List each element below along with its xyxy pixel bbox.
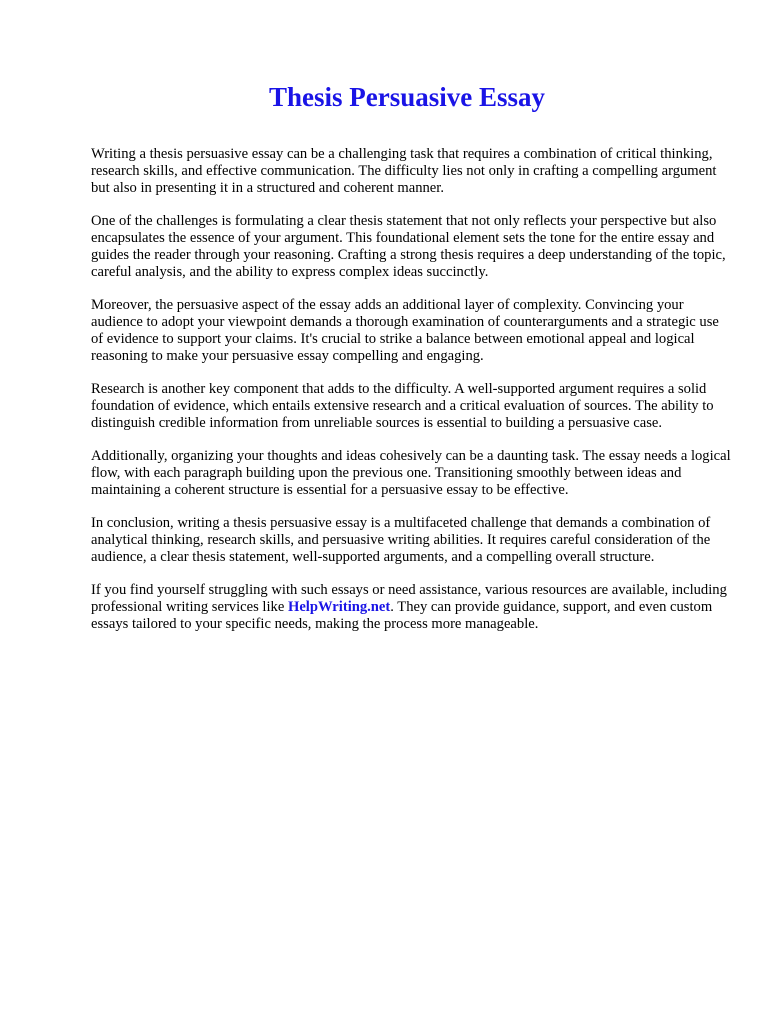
paragraph-3: Moreover, the persuasive aspect of the essay adds an additional layer of complexity. Convincing your audience to adopt your viewpoint demands a thorough examination of counterarguments and a strategic use of evidence to support your claims. It's crucial to strike a balance between emotional appeal and logical reasoning to make your persuasive essay compelling and engaging.	[91, 297, 719, 364]
paragraph-6: In conclusion, writing a thesis persuasive essay is a multifaceted challenge that demands a combination of analytical thinking, research skills, and persuasive writing abilities. It requires careful consideration of the audience, a clear thesis statement, well-supported arguments, and a compelling overall structure.	[91, 515, 711, 565]
paragraph-4: Research is another key component that adds to the difficulty. A well-supported argument requires a solid foundation of evidence, which entails extensive research and a critical evaluation of sources. The ability to distinguish credible information from unreliable sources is essential to building a persuasive case.	[91, 381, 714, 431]
document-body	[91, 146, 731, 649]
paragraph-1: Writing a thesis persuasive essay can be a challenging task that requires a combination of critical thinking, research skills, and effective communication. The difficulty lies not only in crafting a compelling argument but also in presenting it in a structured and coherent manner.	[91, 146, 717, 196]
paragraph-7-text-before-link: If you find yourself struggling with such essays or need assistance, various resources are available, including professional writing services like	[91, 582, 727, 615]
paragraph-7	[91, 582, 731, 633]
document-title: Thesis Persuasive Essay	[268, 82, 546, 112]
paragraph-2: One of the challenges is formulating a clear thesis statement that not only reflects your perspective but also encapsulates the essence of your argument. This foundational element sets the tone for the entire essay and guides the reader through your reasoning. Crafting a strong thesis requires a deep understanding of the topic, careful analysis, and the ability to express complex ideas succinctly.	[91, 213, 726, 280]
paragraph-7-text-after-link: . They can provide guidance, support, and even custom essays tailored to your specific needs, making the process more manageable.	[91, 599, 713, 632]
helpwriting-link[interactable]: HelpWriting.net	[287, 599, 391, 615]
paragraph-5: Additionally, organizing your thoughts and ideas cohesively can be a daunting task. The essay needs a logical flow, with each paragraph building upon the previous one. Transitioning smoothly between ideas and maintaining a coherent structure is essential for a persuasive essay to be effective.	[91, 448, 731, 498]
